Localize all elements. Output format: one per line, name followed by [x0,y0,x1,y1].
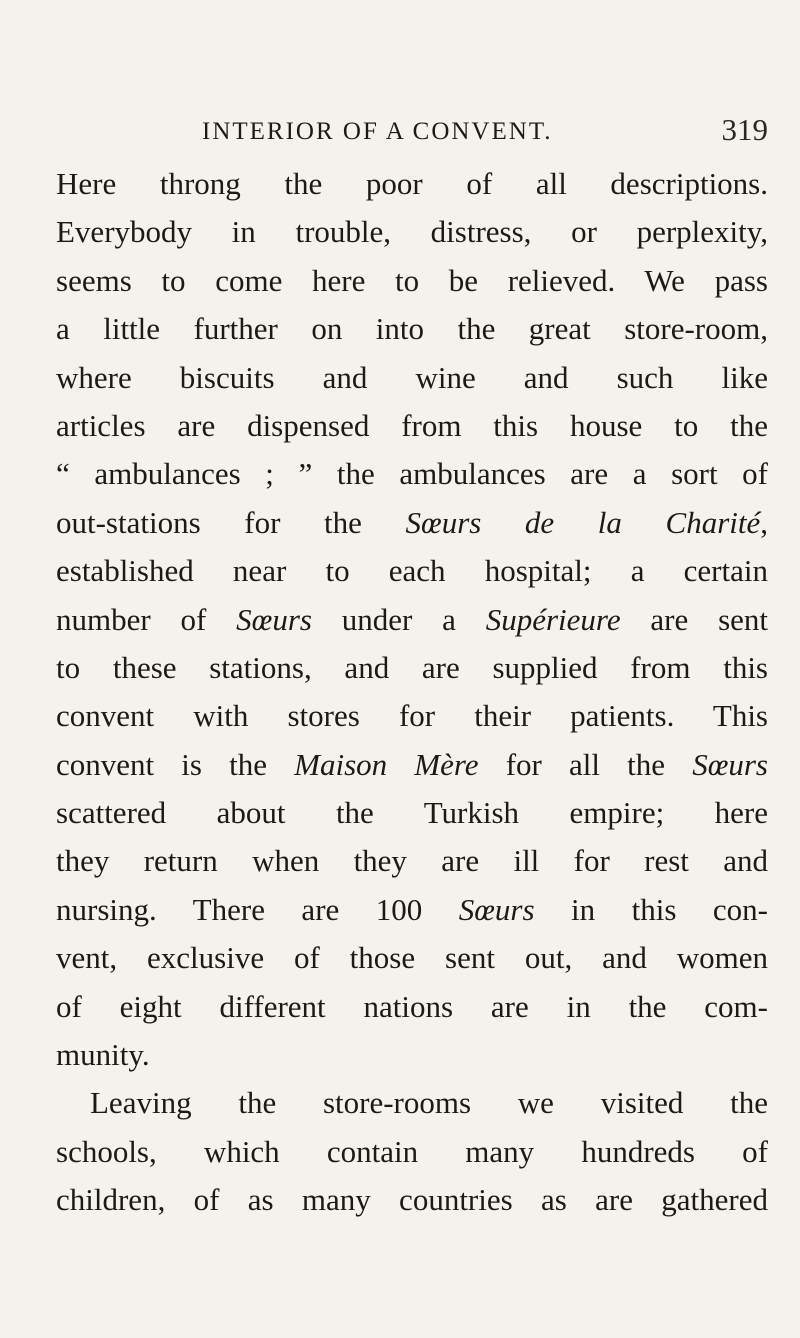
text-segment: vent, exclusive of those sent out, and women [56,940,768,976]
text-segment: Everybody in trouble, distress, or perplexity, [56,214,768,250]
italic-text: Sœurs de la Charité [405,504,761,540]
text-line [56,547,768,595]
text-line [56,1176,768,1224]
text-line [56,208,768,256]
text-line [56,1031,768,1079]
text-segment: , [760,504,768,540]
text-segment: in this con- [534,891,768,927]
text-segment: children, of as many countries as are gathered [56,1182,768,1218]
text-segment: Here throng the poor of all descriptions. [56,166,768,201]
text-segment: for all the [478,746,693,782]
text-line [56,983,768,1031]
text-segment: schools, which contain many hundreds of [56,1133,768,1169]
text-line [56,402,768,450]
text-line [56,160,768,208]
text-segment: nursing. There are 100 [56,891,459,927]
text-segment: convent is the [56,746,295,782]
text-segment: scattered about the Turkish empire; here [56,795,768,831]
running-title: INTERIOR OF A CONVENT. [202,118,553,145]
text-line [56,1079,768,1127]
text-segment: Leaving the store-rooms we visited the [90,1085,768,1121]
text-segment: are sent [620,601,769,637]
text-segment: where biscuits and wine and such like [56,359,768,395]
body-text [56,160,768,1225]
text-line [56,886,768,934]
text-line [56,789,768,837]
text-segment: a little further on into the great store-room, [56,311,768,347]
italic-text: Sœurs [458,891,535,927]
text-segment: seems to come here to be relieved. We pass [56,262,768,298]
text-segment: convent with stores for their patients. This [56,698,768,734]
running-head [56,112,768,158]
text-line [56,934,768,982]
italic-text: Sœurs [236,601,312,637]
text-line [56,354,768,402]
text-line [56,741,768,789]
text-segment: “ ambulances ; ” the ambulances are a sort of [56,456,768,492]
text-segment: out-stations for the [56,504,406,540]
text-line [56,692,768,740]
text-segment: to these stations, and are supplied from this [56,649,768,685]
page-number: 319 [721,112,768,147]
text-line [56,257,768,305]
text-line [56,644,768,692]
italic-text: Sœurs [692,746,768,782]
text-line [56,837,768,885]
text-line [56,305,768,353]
text-segment: number of [56,601,237,637]
italic-text: Maison Mère [294,746,479,782]
text-segment: established near to each hospital; a certain [56,553,768,589]
text-segment: articles are dispensed from this house to the [56,407,768,443]
text-segment: of eight different nations are in the com- [56,988,768,1024]
italic-text: Supérieure [485,601,621,637]
text-segment: munity. [56,1037,150,1073]
text-line [56,499,768,547]
text-line [56,1128,768,1176]
text-line [56,450,768,498]
text-segment: under a [311,601,486,637]
text-line [56,596,768,644]
text-segment: they return when they are ill for rest and [56,843,768,879]
